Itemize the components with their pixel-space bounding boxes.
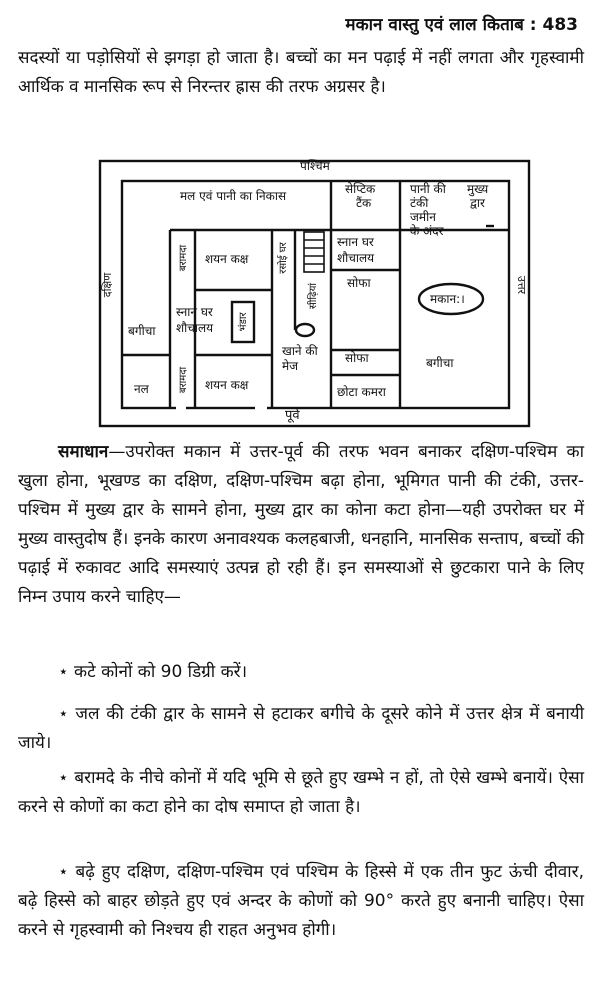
sofa-top-label: सोफा bbox=[347, 276, 371, 290]
main-door-label-1: मुख्य bbox=[467, 182, 489, 196]
kitchen-label: रसोई घर bbox=[278, 242, 289, 274]
water-tank-label-3: जमीन bbox=[410, 210, 436, 224]
bullet-1: ⋆ कटे कोनों को 90 डिग्री करें। bbox=[58, 662, 248, 682]
house-floor-plan bbox=[0, 0, 600, 430]
bath-left-label-2: शौचालय bbox=[176, 321, 214, 335]
bath-right-label-2: शौचालय bbox=[337, 251, 375, 265]
stairs-label: सीढ़ियां bbox=[308, 283, 319, 309]
verandah-bottom-label: बरामदा bbox=[178, 366, 189, 394]
water-tank-label-4: के अंदर bbox=[410, 224, 444, 238]
direction-north: उत्तर bbox=[515, 275, 528, 295]
bullet-4: ⋆ बढ़े हुए दक्षिण, दक्षिण-पश्चिम एवं पश्चिम के हिस्से में एक तीन फुट ऊंची दीवार, बढ़े हिस्से को बाहर छोड़ते हुए एवं अन्दर के कोणों को 90° करते हुए बनानी चाहिए। ऐसा करने से गृहस्वामी को निश्चय ही राहत अनुभव होगी। bbox=[18, 862, 584, 940]
main-door-label-2: द्वार bbox=[470, 196, 485, 210]
bath-right-label-1: स्नान घर bbox=[337, 235, 374, 249]
direction-south: दक्षिण bbox=[101, 272, 114, 298]
bullet-3: ⋆ बरामदे के नीचे कोनों में यदि भूमि से छूते हुए खम्भे न हों, तो ऐसे खम्भे बनायें। ऐसा करने से कोणों का कटा होने का दोष समाप्त हो जाता है। bbox=[18, 768, 584, 817]
garden-left-label: बगीचा bbox=[128, 324, 156, 338]
solution-text: —उपरोक्त मकान में उत्तर-पूर्व की तरफ भवन बनाकर दक्षिण-पश्चिम का खुला होना, भूखण्ड का दक्षिण, दक्षिण-पश्चिम बढ़ा होना, भूमिगत पानी की टंकी, उत्तर-पश्चिम में मुख्य द्वार के सामने होना, मुख्य द्वार का कोना कटा होना—यही उपरोक्त घर में मुख्य वास्तुदोष हैं। इनके कारण अनावश्यक कलहबाजी, धनहानि, मानसिक सन्ताप, बच्चों की पढ़ाई में रुकावट आदि समस्याएं उत्पन्न हो रही हैं। इन समस्याओं से छुटकारा पाने के लिए निम्न उपाय करने चाहिए— bbox=[18, 442, 584, 607]
verandah-top-label: बरामदा bbox=[178, 244, 189, 272]
septic-label-1: सेप्टिक bbox=[345, 182, 376, 196]
water-tank-label-2: टंकी bbox=[410, 196, 429, 210]
intro-paragraph: सदस्यों या पड़ोसियों से झगड़ा हो जाता है। बच्चों का मन पढ़ाई में नहीं लगता और गृहस्वामी आर्थिक व मानसिक रूप से निरन्तर ह्रास की तरफ अग्रसर है। bbox=[18, 48, 584, 97]
direction-east: पूर्व bbox=[285, 408, 300, 423]
small-room-label: छोटा कमरा bbox=[337, 385, 386, 399]
drainage-label: मल एवं पानी का निकास bbox=[180, 189, 287, 203]
page-header: मकान वास्तु एवं लाल किताब : 483 bbox=[345, 15, 578, 35]
dining-label-1: खाने की bbox=[282, 344, 318, 358]
tap-label: नल bbox=[134, 382, 149, 396]
bath-left-label-1: स्नान घर bbox=[176, 305, 213, 319]
store-label: भंडार bbox=[238, 312, 249, 332]
makan-label: मकान:। bbox=[430, 292, 465, 306]
garden-right-label: बगीचा bbox=[426, 356, 454, 370]
dining-label-2: मेज bbox=[282, 359, 299, 373]
bedroom-bottom-label: शयन कक्ष bbox=[205, 378, 249, 392]
bedroom-top-label: शयन कक्ष bbox=[205, 252, 249, 266]
sofa-bottom-label: सोफा bbox=[345, 351, 369, 365]
bullet-2: ⋆ जल की टंकी द्वार के सामने से हटाकर बगीचे के दूसरे कोने में उत्तर क्षेत्र में बनायी जाये। bbox=[18, 704, 584, 753]
solution-paragraph bbox=[18, 438, 584, 612]
septic-label-2: टैंक bbox=[356, 196, 372, 210]
water-tank-label-1: पानी की bbox=[410, 182, 446, 196]
direction-west: पश्चिम bbox=[300, 159, 330, 173]
solution-label: समाधान bbox=[58, 442, 109, 462]
